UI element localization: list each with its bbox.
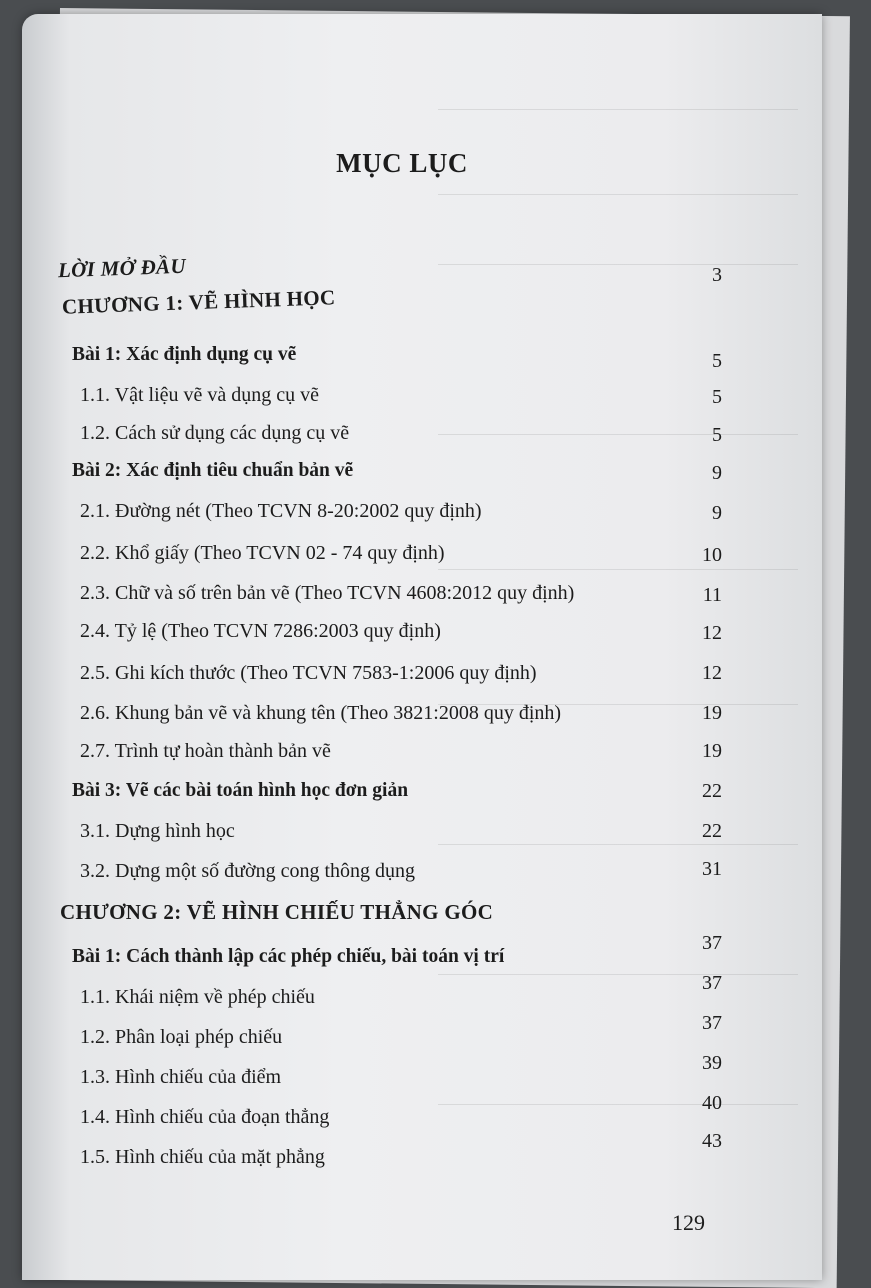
toc-lesson xyxy=(22,340,822,372)
toc-entry-label: Bài 1: Xác định dụng cụ vẽ xyxy=(72,344,297,365)
toc-lesson xyxy=(22,776,822,808)
toc-section xyxy=(22,736,822,768)
toc-entry-page: 37 xyxy=(702,1012,722,1034)
table-of-contents xyxy=(22,14,822,1280)
toc-section xyxy=(22,538,822,570)
page-number: 129 xyxy=(672,1210,705,1235)
toc-entry-page: 5 xyxy=(712,424,722,446)
toc-entry-label: LỜI MỞ ĐẦU xyxy=(57,253,187,283)
toc-entry-page: 12 xyxy=(702,622,722,644)
toc-entry-label: 1.3. Hình chiếu của điểm xyxy=(80,1066,282,1088)
toc-entry-page: 37 xyxy=(702,932,722,954)
toc-entry-page: 39 xyxy=(702,1052,722,1074)
toc-entry-label: 3.2. Dựng một số đường cong thông dụng xyxy=(80,860,416,882)
toc-entry-label: 1.2. Cách sử dụng các dụng cụ vẽ xyxy=(80,422,350,444)
toc-entry-page: 5 xyxy=(712,350,722,372)
toc-entry-page: 3 xyxy=(712,264,722,286)
toc-section xyxy=(22,418,822,450)
toc-section xyxy=(22,378,822,410)
toc-section xyxy=(22,616,822,648)
toc-entry-page: 22 xyxy=(702,820,722,842)
book-page xyxy=(22,14,822,1280)
toc-entry-page: 9 xyxy=(712,462,722,484)
toc-lesson xyxy=(22,456,822,488)
toc-entry-label: 1.5. Hình chiếu của mặt phẳng xyxy=(80,1146,325,1168)
toc-entry-label: 1.1. Vật liệu vẽ và dụng cụ vẽ xyxy=(80,384,320,406)
toc-entry-label: 2.6. Khung bản vẽ và khung tên (Theo 3821:2008 quy định) xyxy=(80,702,562,724)
toc-section xyxy=(22,856,822,888)
toc-entry-label: 2.2. Khổ giấy (Theo TCVN 02 - 74 quy định) xyxy=(80,542,445,564)
toc-section xyxy=(22,578,822,610)
toc-entry-page: 9 xyxy=(712,502,722,524)
toc-chapter-2 xyxy=(22,898,822,930)
toc-entry-page: 40 xyxy=(702,1092,722,1114)
toc-entry-page: 37 xyxy=(702,972,722,994)
toc-section xyxy=(22,972,822,1014)
toc-entry-page: 11 xyxy=(702,584,722,606)
toc-entry-page: 43 xyxy=(702,1130,722,1152)
toc-entry-label: 1.1. Khái niệm về phép chiếu xyxy=(80,986,315,1008)
toc-entry-label: 2.7. Trình tự hoàn thành bản vẽ xyxy=(80,740,331,762)
toc-entry-label: 1.4. Hình chiếu của đoạn thẳng xyxy=(80,1106,330,1128)
toc-entry-label: 2.3. Chữ và số trên bản vẽ (Theo TCVN 4608:2012 quy định) xyxy=(80,582,575,604)
toc-section xyxy=(22,496,822,528)
toc-section xyxy=(22,816,822,848)
toc-section xyxy=(22,1130,822,1176)
toc-entry-page: 19 xyxy=(702,702,722,724)
toc-section xyxy=(22,658,822,690)
toc-entry-label: 2.1. Đường nét (Theo TCVN 8-20:2002 quy định) xyxy=(80,500,482,522)
page-title: MỤC LỤC xyxy=(336,148,468,178)
toc-entry-label: CHƯƠNG 1: VẼ HÌNH HỌC xyxy=(61,285,336,319)
toc-entry-label: Bài 1: Cách thành lập các phép chiếu, bài toán vị trí xyxy=(72,946,505,967)
toc-entry-page: 19 xyxy=(702,740,722,762)
toc-entry-page: 31 xyxy=(702,858,722,880)
toc-entry-label: Bài 3: Vẽ các bài toán hình học đơn giản xyxy=(72,780,409,801)
toc-entry-preface xyxy=(22,250,822,286)
toc-entry-page: 22 xyxy=(702,780,722,802)
toc-entry-label: CHƯƠNG 2: VẼ HÌNH CHIẾU THẲNG GÓC xyxy=(60,900,494,924)
toc-section xyxy=(22,698,822,730)
toc-entry-page: 5 xyxy=(712,386,722,408)
toc-entry-label: 2.4. Tỷ lệ (Theo TCVN 7286:2003 quy định) xyxy=(80,620,441,642)
toc-entry-label: 2.5. Ghi kích thước (Theo TCVN 7583-1:2006 quy định) xyxy=(80,662,537,684)
toc-entry-page: 12 xyxy=(702,662,722,684)
toc-entry-label: 1.2. Phân loại phép chiếu xyxy=(80,1026,283,1048)
toc-chapter-1 xyxy=(22,286,822,318)
toc-entry-label: 3.1. Dựng hình học xyxy=(80,820,235,842)
toc-entry-label: Bài 2: Xác định tiêu chuẩn bản vẽ xyxy=(72,460,354,481)
toc-entry-page: 10 xyxy=(702,544,722,566)
